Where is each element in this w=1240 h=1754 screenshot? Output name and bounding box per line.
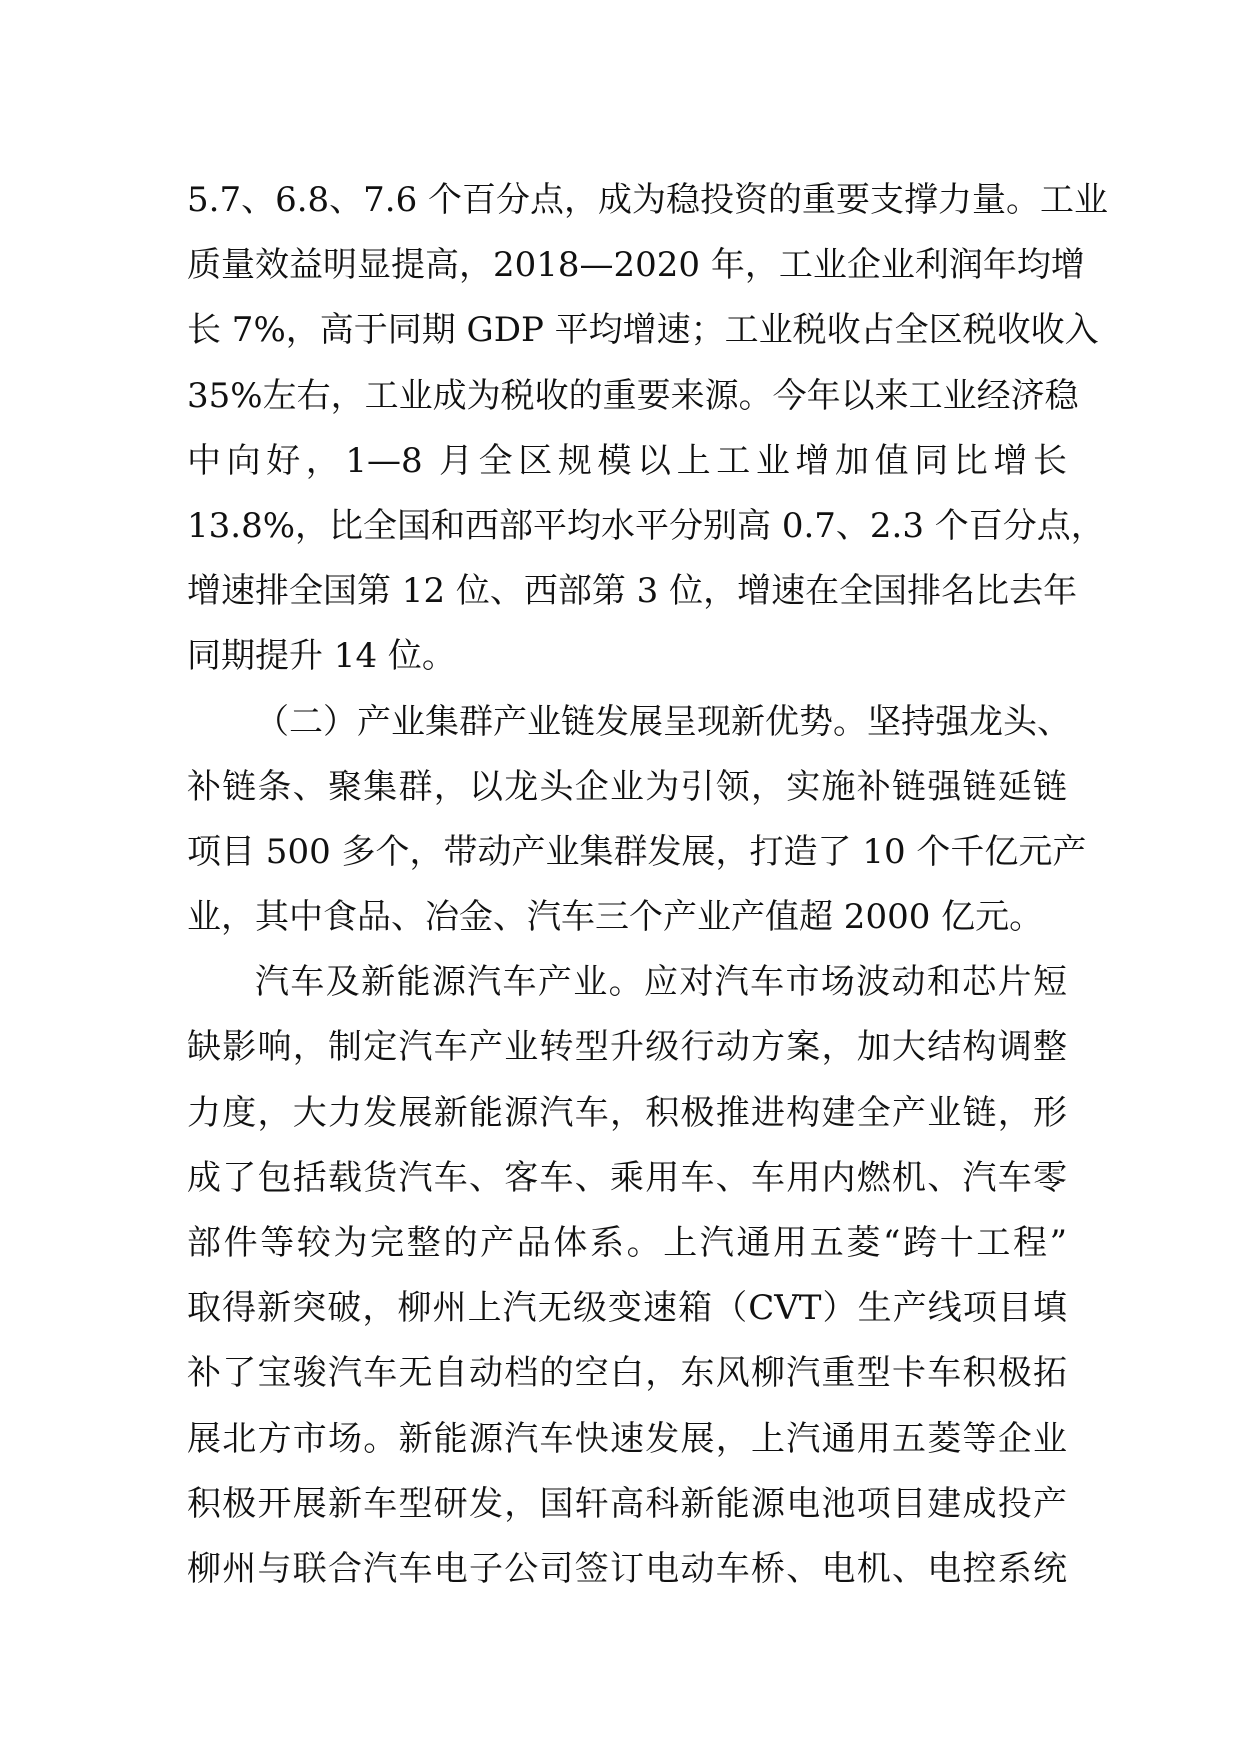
text-line: 力度，大力发展新能源汽车，积极推进构建全产业链，形: [187, 1092, 1067, 1133]
text-line: 取得新突破，柳州上汽无级变速箱（CVT）生产线项目填: [187, 1288, 1067, 1329]
text-line: 补链条、聚集群，以龙头企业为引领，实施补链强链延链: [187, 766, 1067, 807]
text-line: 同期提升 14 位。: [187, 636, 456, 677]
paragraph-industry-clusters: [187, 690, 1087, 951]
text-line: 积极开展新车型研发，国轩高科新能源电池项目建成投产: [187, 1483, 1067, 1524]
text-line: 柳州与联合汽车电子公司签订电动车桥、电机、电控系统: [187, 1548, 1067, 1589]
text-line: 缺影响，制定汽车产业转型升级行动方案，加大结构调整: [187, 1027, 1067, 1068]
document-body: [187, 168, 1109, 1602]
text-line: 项目 500 多个，带动产业集群发展，打造了 10 个千亿元产: [187, 831, 1087, 872]
text-line: 成了包括载货汽车、客车、乘用车、车用内燃机、汽车零: [187, 1157, 1067, 1198]
paragraph-automotive-industry: [187, 950, 1067, 1602]
text-line: 部件等较为完整的产品体系。上汽通用五菱“跨十工程”: [187, 1223, 1067, 1263]
text-line: 长 7%，高于同期 GDP 平均增速；工业税收占全区税收收入: [187, 310, 1099, 351]
section-heading-line: （二）产业集群产业链发展呈现新优势。坚持强龙头、: [255, 701, 1071, 742]
text-line: 质量效益明显提高，2018—2020 年，工业企业利润年均增: [187, 245, 1085, 286]
text-line: 5.7、6.8、7.6 个百分点，成为稳投资的重要支撑力量。工业: [187, 180, 1109, 220]
text-line: 中向好，1—8 月全区规模以上工业增加值同比增长: [187, 440, 1067, 481]
paragraph-industrial-benefits: [187, 168, 1109, 690]
text-line: 35%左右，工业成为税收的重要来源。今年以来工业经济稳: [187, 375, 1079, 416]
text-line: 13.8%，比全国和西部平均水平分别高 0.7、2.3 个百分点，: [187, 505, 1105, 546]
text-line: 增速排全国第 12 位、西部第 3 位，增速在全国排名比去年: [187, 571, 1078, 612]
text-line: 展北方市场。新能源汽车快速发展，上汽通用五菱等企业: [187, 1418, 1067, 1459]
text-line: 业，其中食品、冶金、汽车三个产业产值超 2000 亿元。: [187, 897, 1044, 938]
text-line: 汽车及新能源汽车产业。应对汽车市场波动和芯片短: [255, 962, 1067, 1003]
text-line: 补了宝骏汽车无自动档的空白，东风柳汽重型卡车积极拓: [187, 1353, 1067, 1394]
